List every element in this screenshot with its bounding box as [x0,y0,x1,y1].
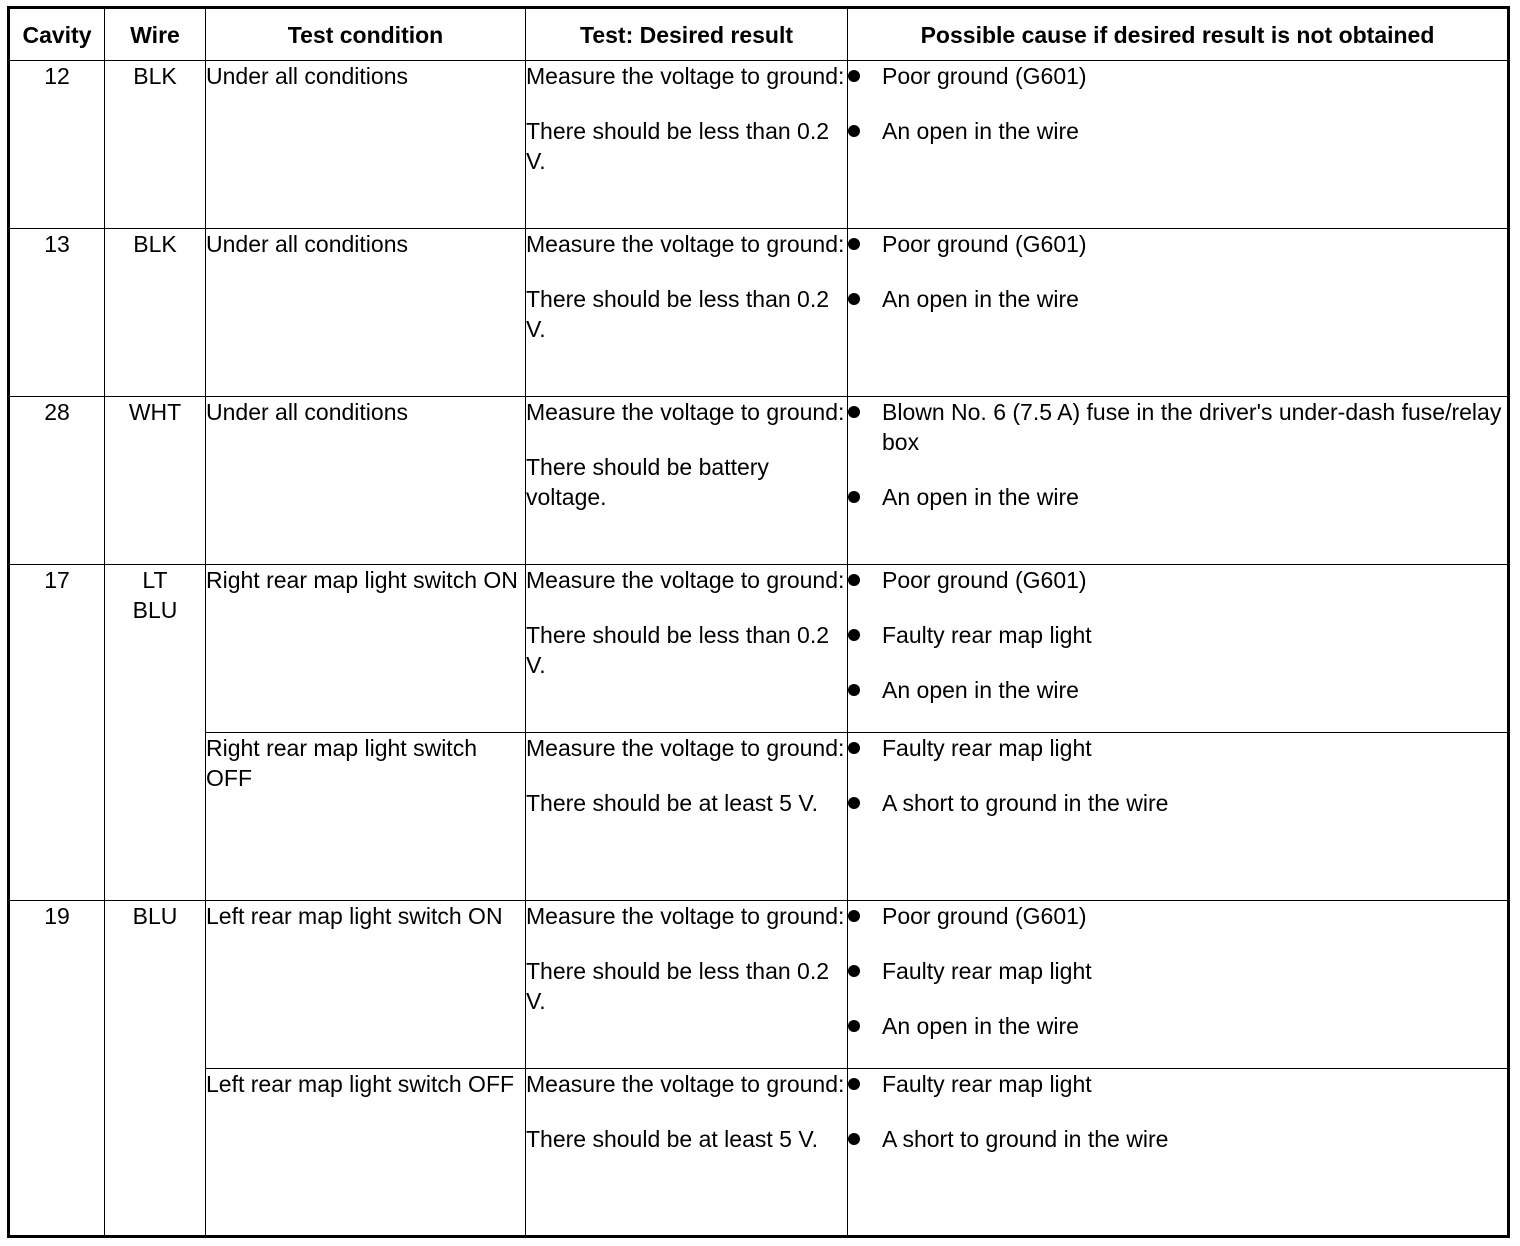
test-condition-cell: Left rear map light switch OFF [206,1069,526,1237]
result-instruction: Measure the voltage to ground: [526,231,845,257]
cause-text: Blown No. 6 (7.5 A) fuse in the driver's under-dash fuse/relay box [882,399,1502,455]
test-condition-cell: Right rear map light switch ON [206,565,526,733]
result-expectation: There should be at least 5 V. [526,790,818,816]
cause-item [848,901,1507,931]
test-condition-cell: Under all conditions [206,397,526,565]
bullet-icon [848,491,860,503]
header-desired-result: Test: Desired result [526,8,848,61]
cause-text: Faulty rear map light [882,735,1092,761]
bullet-icon [848,742,860,754]
cause-item [848,284,1507,314]
bullet-icon [848,684,860,696]
cause-item [848,788,1507,818]
wire-cell: BLK [105,229,206,397]
cause-item [848,229,1507,259]
test-condition-cell: Left rear map light switch ON [206,901,526,1069]
cavity-cell: 12 [9,61,105,229]
cause-item [848,620,1507,650]
possible-cause-cell [848,733,1509,901]
desired-result-cell [526,901,848,1069]
wire-cell: WHT [105,397,206,565]
possible-cause-cell [848,565,1509,733]
table-row [9,61,1509,229]
possible-cause-cell [848,61,1509,229]
cause-item [848,733,1507,763]
cause-item [848,1011,1507,1041]
bullet-icon [848,574,860,586]
desired-result-cell [526,229,848,397]
cavity-cell: 28 [9,397,105,565]
cause-text: An open in the wire [882,1013,1079,1039]
test-condition-cell: Under all conditions [206,229,526,397]
table-row [9,229,1509,397]
cause-item [848,1124,1507,1154]
bullet-icon [848,293,860,305]
test-condition-cell: Right rear map light switch OFF [206,733,526,901]
possible-cause-cell [848,1069,1509,1237]
cause-text: An open in the wire [882,677,1079,703]
cause-text: An open in the wire [882,484,1079,510]
cause-text: Poor ground (G601) [882,63,1087,89]
cause-item [848,397,1507,457]
result-expectation: There should be battery voltage. [526,454,769,510]
header-test-condition: Test condition [206,8,526,61]
desired-result-cell [526,1069,848,1237]
possible-cause-cell [848,229,1509,397]
result-expectation: There should be less than 0.2 V. [526,286,830,342]
desired-result-cell [526,61,848,229]
result-expectation: There should be less than 0.2 V. [526,622,830,678]
table-row [9,565,1509,733]
cause-item [848,482,1507,512]
cause-text: Poor ground (G601) [882,567,1087,593]
cause-text: An open in the wire [882,286,1079,312]
cause-text: An open in the wire [882,118,1079,144]
test-condition-cell: Under all conditions [206,61,526,229]
cavity-cell: 13 [9,229,105,397]
result-expectation: There should be less than 0.2 V. [526,118,830,174]
cause-item [848,116,1507,146]
bullet-icon [848,70,860,82]
bullet-icon [848,238,860,250]
bullet-icon [848,629,860,641]
possible-cause-cell [848,901,1509,1069]
bullet-icon [848,910,860,922]
bullet-icon [848,125,860,137]
cause-text: Faulty rear map light [882,958,1092,984]
bullet-icon [848,1078,860,1090]
cavity-cell: 17 [9,565,105,901]
cause-list [848,229,1507,314]
cause-text: Faulty rear map light [882,622,1092,648]
cause-text: Poor ground (G601) [882,903,1087,929]
cause-list [848,397,1507,512]
wire-cell: BLK [105,61,206,229]
cause-item [848,675,1507,705]
cause-list [848,1069,1507,1154]
table-row [9,397,1509,565]
wire-cell: BLU [105,901,206,1237]
bullet-icon [848,965,860,977]
cause-text: Poor ground (G601) [882,231,1087,257]
table-row [9,901,1509,1069]
cause-text: A short to ground in the wire [882,790,1169,816]
troubleshooting-table [7,6,1510,1238]
desired-result-cell [526,397,848,565]
result-expectation: There should be less than 0.2 V. [526,958,830,1014]
bullet-icon [848,1133,860,1145]
cause-item [848,956,1507,986]
desired-result-cell [526,733,848,901]
cause-list [848,733,1507,818]
wire-line: BLU [132,597,178,623]
table-row [9,1069,1509,1237]
result-instruction: Measure the voltage to ground: [526,903,845,929]
bullet-icon [848,797,860,809]
desired-result-cell [526,565,848,733]
result-instruction: Measure the voltage to ground: [526,399,845,425]
result-instruction: Measure the voltage to ground: [526,735,845,761]
cause-text: Faulty rear map light [882,1071,1092,1097]
wire-cell [105,565,206,901]
possible-cause-cell [848,397,1509,565]
result-instruction: Measure the voltage to ground: [526,567,845,593]
cause-text: A short to ground in the wire [882,1126,1169,1152]
cause-item [848,1069,1507,1099]
result-expectation: There should be at least 5 V. [526,1126,818,1152]
result-instruction: Measure the voltage to ground: [526,63,845,89]
header-cavity: Cavity [9,8,105,61]
cause-item [848,565,1507,595]
header-possible-cause: Possible cause if desired result is not obtained [848,8,1509,61]
cause-list [848,901,1507,1041]
header-row [9,8,1509,61]
cavity-cell: 19 [9,901,105,1237]
cause-list [848,61,1507,146]
bullet-icon [848,406,860,418]
cause-list [848,565,1507,705]
table-row [9,733,1509,901]
result-instruction: Measure the voltage to ground: [526,1071,845,1097]
cause-item [848,61,1507,91]
header-wire: Wire [105,8,206,61]
wire-line: LT [142,567,168,593]
bullet-icon [848,1020,860,1032]
